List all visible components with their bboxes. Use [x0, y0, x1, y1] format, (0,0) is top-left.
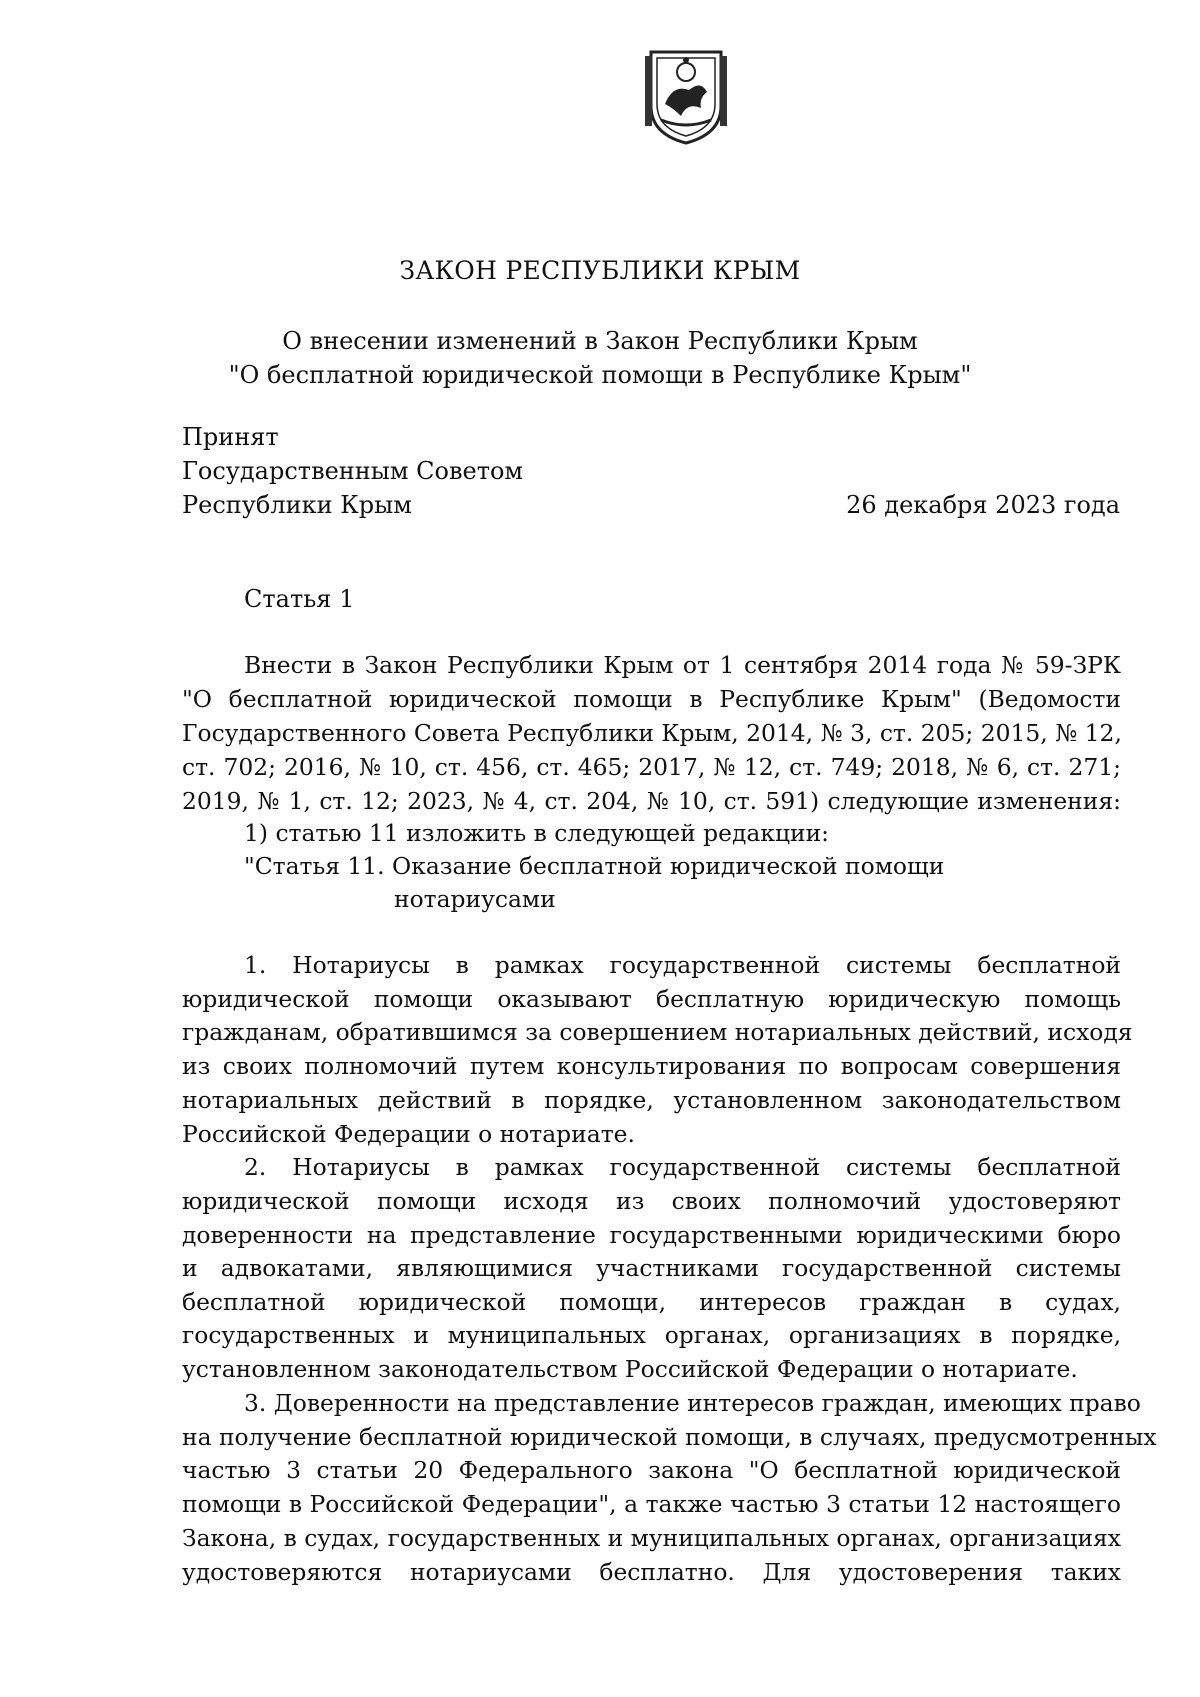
body-line: удостоверяются нотариусами бесплатно. Для удостоверения таких [182, 1558, 1121, 1586]
law-title: ЗАКОН РЕСПУБЛИКИ КРЫМ [399, 256, 801, 285]
body-line: "О бесплатной юридической помощи в Республике Крым" (Ведомости [182, 685, 1121, 713]
body-line: из своих полномочий путем консультирования по вопросам совершения [182, 1052, 1121, 1080]
crimea-coat-of-arms-icon [643, 46, 729, 146]
body-line: Закона, в судах, государственных и муниципальных органах, организациях [182, 1524, 1121, 1552]
body-line: и адвокатами, являющимися участниками государственной системы [182, 1254, 1121, 1282]
body-line: доверенности на представление государственными юридическими бюро [182, 1221, 1121, 1249]
adopted-line-2: Государственным Советом [182, 457, 524, 485]
body-line: Государственного Совета Республики Крым, 2014, № 3, ст. 205; 2015, № 12, [182, 719, 1122, 747]
body-line: частью 3 статьи 20 Федерального закона "О бесплатной юридической [182, 1456, 1121, 1484]
body-line: юридической помощи оказывают бесплатную юридическую помощь [182, 985, 1121, 1013]
article-heading: Статья 1 [244, 585, 355, 613]
adoption-date: 26 декабря 2023 года [846, 491, 1120, 519]
adoption-block [182, 420, 523, 522]
adopted-line-3: Республики Крым [182, 491, 412, 519]
body-line: гражданам, обратившимся за совершением нотариальных действий, исходя [182, 1018, 1133, 1046]
body-line: Российской Федерации о нотариате. [182, 1120, 635, 1148]
body-line: 1. Нотариусы в рамках государственной системы бесплатной [244, 951, 1121, 979]
adopted-line-1: Принят [182, 423, 279, 451]
law-subtitle-line-1: О внесении изменений в Закон Республики Крым [282, 327, 918, 355]
body-line: помощи в Российской Федерации", а также частью 3 статьи 12 настоящего [182, 1490, 1121, 1518]
body-line: Внести в Закон Республики Крым от 1 сентября 2014 года № 59-ЗРК [244, 651, 1121, 679]
body-line: государственных и муниципальных органах, организациях в порядке, [182, 1321, 1121, 1349]
body-line: ст. 702; 2016, № 10, ст. 456, ст. 465; 2017, № 12, ст. 749; 2018, № 6, ст. 271; [182, 753, 1121, 781]
body-line: 2019, № 1, ст. 12; 2023, № 4, ст. 204, № 10, ст. 591) следующие изменения: [182, 787, 1121, 815]
body-line: на получение бесплатной юридической помощи, в случаях, предусмотренных [182, 1423, 1157, 1451]
body-line: 2. Нотариусы в рамках государственной системы бесплатной [244, 1153, 1121, 1181]
body-line: нотариальных действий в порядке, установленном законодательством [182, 1086, 1121, 1114]
body-line: установленном законодательством Российской Федерации о нотариате. [182, 1355, 1078, 1383]
body-line: "Статья 11. Оказание бесплатной юридической помощи [244, 852, 945, 880]
body-line: 3. Доверенности на представление интересов граждан, имеющих право [244, 1389, 1141, 1417]
body-line: юридической помощи исходя из своих полномочий удостоверяют [182, 1187, 1121, 1215]
law-subtitle-line-2: "О бесплатной юридической помощи в Республике Крым" [228, 361, 972, 389]
body-line: нотариусами [394, 885, 556, 913]
body-line: 1) статью 11 изложить в следующей редакции: [244, 819, 830, 847]
body-line: бесплатной юридической помощи, интересов граждан в судах, [182, 1288, 1121, 1316]
